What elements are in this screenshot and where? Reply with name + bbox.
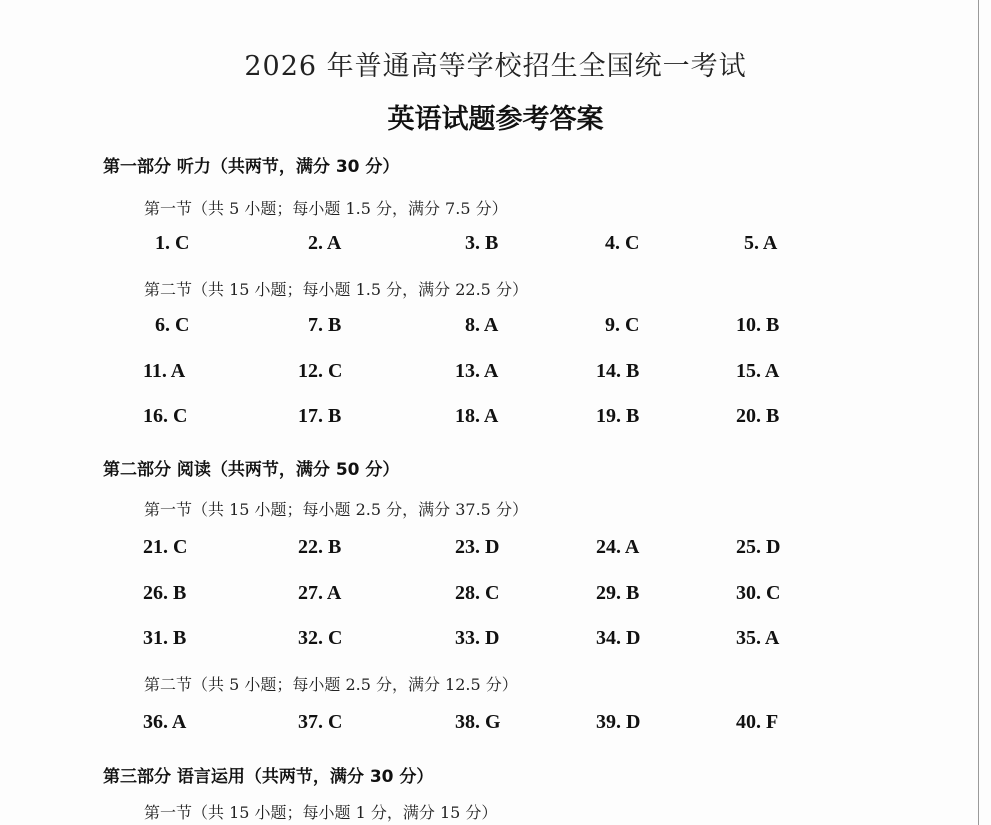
answer-item: 30. C	[736, 582, 781, 604]
answer-row	[0, 360, 991, 390]
part-2-section-1-heading: 第一节（共 15 小题；每小题 2.5 分，满分 37.5 分）	[144, 500, 528, 519]
answer-item: 32. C	[298, 627, 343, 649]
part-1-section-1-heading: 第一节（共 5 小题；每小题 1.5 分，满分 7.5 分）	[144, 199, 508, 218]
answer-item: 21. C	[143, 536, 188, 558]
answer-item: 19. B	[596, 405, 640, 427]
answer-item: 27. A	[298, 582, 342, 604]
part-1-heading: 第一部分 听力（共两节，满分 30 分）	[103, 157, 400, 177]
answer-item: 40. F	[736, 711, 779, 733]
part-3-heading: 第三部分 语言运用（共两节，满分 30 分）	[103, 767, 434, 787]
answer-row	[0, 232, 991, 262]
answer-row	[0, 314, 991, 344]
answer-item: 16. C	[143, 405, 188, 427]
answer-item: 8. A	[465, 314, 499, 336]
answer-item: 2. A	[308, 232, 342, 254]
answer-item: 39. D	[596, 711, 641, 733]
answer-item: 7. B	[308, 314, 342, 336]
answer-row	[0, 582, 991, 612]
part-2-heading: 第二部分 阅读（共两节，满分 50 分）	[103, 460, 400, 480]
answer-item: 22. B	[298, 536, 342, 558]
answer-item: 5. A	[744, 232, 778, 254]
answer-item: 38. G	[455, 711, 501, 733]
answer-row	[0, 627, 991, 657]
answer-item: 11. A	[143, 360, 186, 382]
answer-item: 4. C	[605, 232, 640, 254]
answer-item: 3. B	[465, 232, 499, 254]
answer-item: 9. C	[605, 314, 640, 336]
answer-item: 28. C	[455, 582, 500, 604]
answer-key-subtitle: 英语试题参考答案	[387, 104, 604, 135]
answer-item: 6. C	[155, 314, 190, 336]
answer-row	[0, 405, 991, 435]
part-3-section-1-heading: 第一节（共 15 小题；每小题 1 分，满分 15 分）	[144, 803, 498, 822]
answer-item: 33. D	[455, 627, 500, 649]
answer-item: 26. B	[143, 582, 187, 604]
answer-item: 18. A	[455, 405, 499, 427]
answer-row	[0, 536, 991, 566]
answer-item: 31. B	[143, 627, 187, 649]
answer-row	[0, 711, 991, 741]
answer-item: 29. B	[596, 582, 640, 604]
part-2-section-2-heading: 第二节（共 5 小题；每小题 2.5 分，满分 12.5 分）	[144, 675, 518, 694]
answer-item: 25. D	[736, 536, 781, 558]
answer-item: 36. A	[143, 711, 187, 733]
answer-item: 23. D	[455, 536, 500, 558]
exam-title: 2026 年普通高等学校招生全国统一考试	[244, 51, 747, 82]
answer-item: 34. D	[596, 627, 641, 649]
answer-item: 13. A	[455, 360, 499, 382]
answer-item: 10. B	[736, 314, 780, 336]
part-1-section-2-heading: 第二节（共 15 小题；每小题 1.5 分，满分 22.5 分）	[144, 280, 528, 299]
answer-item: 20. B	[736, 405, 780, 427]
answer-item: 15. A	[736, 360, 780, 382]
answer-item: 24. A	[596, 536, 640, 558]
answer-item: 37. C	[298, 711, 343, 733]
answer-item: 12. C	[298, 360, 343, 382]
answer-item: 14. B	[596, 360, 640, 382]
answer-item: 35. A	[736, 627, 780, 649]
answer-item: 1. C	[155, 232, 190, 254]
answer-item: 17. B	[298, 405, 342, 427]
